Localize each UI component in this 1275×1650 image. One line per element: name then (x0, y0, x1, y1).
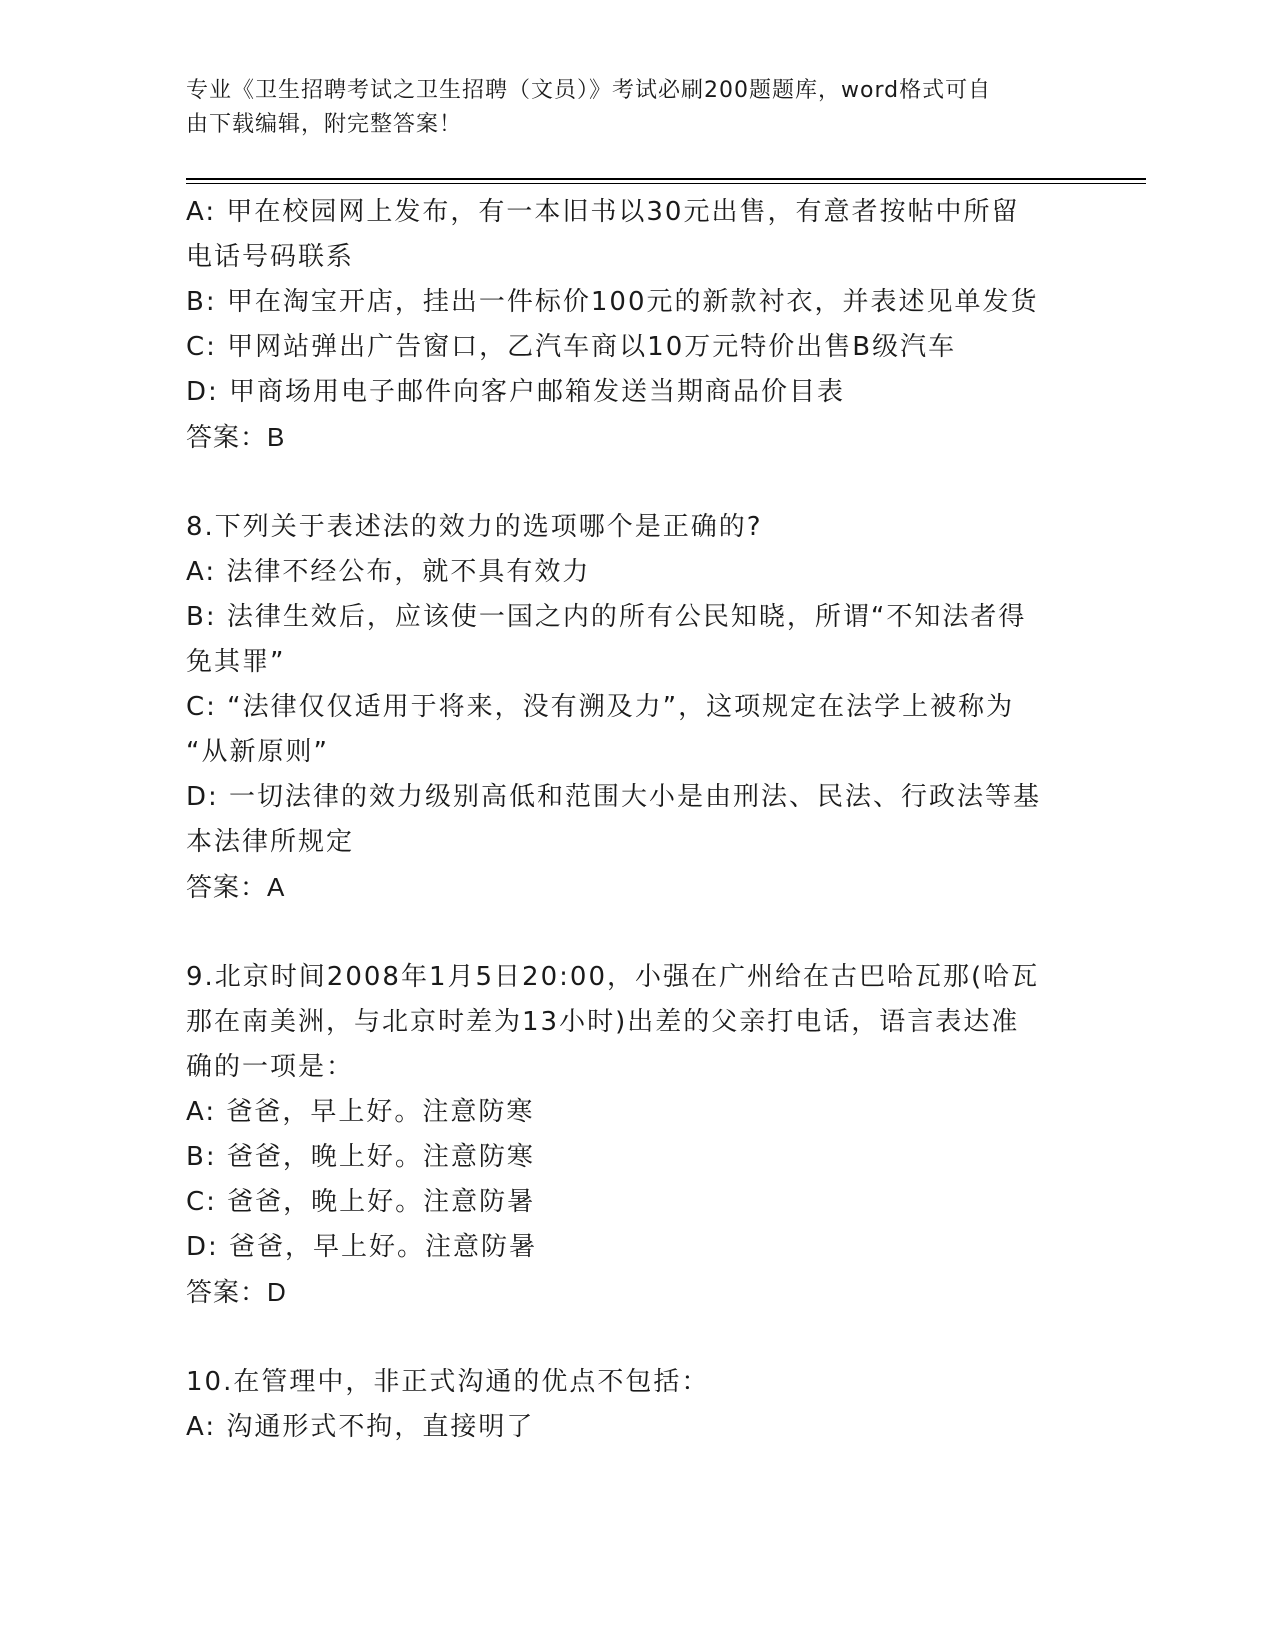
option-d-line-1: D: 一切法律的效力级别高低和范围大小是由刑法、民法、行政法等基 (186, 782, 1042, 812)
option-c: C: 爸爸，晚上好。注意防暑 (186, 1187, 536, 1217)
question-list (186, 190, 1076, 1450)
spacer (186, 910, 1076, 955)
spacer (186, 1315, 1076, 1360)
option-a: A: 爸爸，早上好。注意防寒 (186, 1097, 535, 1127)
question-text-line-2: 那在南美洲，与北京时差为13小时)出差的父亲打电话，语言表达准 (186, 1007, 1020, 1037)
option-c-line-1: C: “法律仅仅适用于将来，没有溯及力”，这项规定在法学上被称为 (186, 692, 1015, 722)
question-text-line-1: 9.北京时间2008年1月5日20:00，小强在广州给在古巴哈瓦那(哈瓦 (186, 962, 1040, 992)
question-text: 8.下列关于表述法的效力的选项哪个是正确的? (186, 512, 763, 542)
option-c-line-2: “从新原则” (186, 737, 329, 767)
option-b-line-2: 免其罪” (186, 647, 286, 677)
option-a-line-1: A: 甲在校园网上发布，有一本旧书以30元出售，有意者按帖中所留 (186, 197, 1020, 227)
option-b-line-1: B: 法律生效后，应该使一国之内的所有公民知晓，所谓“不知法者得 (186, 602, 1027, 632)
header-rule-thick (186, 178, 1146, 180)
header-rule-thin (186, 183, 1146, 184)
answer-line: 答案：D (186, 1277, 287, 1307)
question-9 (186, 955, 1076, 1315)
option-d: D: 甲商场用电子邮件向客户邮箱发送当期商品价目表 (186, 377, 846, 407)
option-c: C: 甲网站弹出广告窗口，乙汽车商以10万元特价出售B级汽车 (186, 332, 957, 362)
spacer (186, 460, 1076, 505)
answer-line: 答案：B (186, 422, 286, 452)
title-line-1: 专业《卫生招聘考试之卫生招聘（文员）》考试必刷200题题库，word格式可自 (186, 78, 992, 103)
option-b: B: 甲在淘宝开店，挂出一件标价100元的新款衬衣，并表述见单发货 (186, 287, 1039, 317)
option-a: A: 沟通形式不拘，直接明了 (186, 1412, 535, 1442)
option-d: D: 爸爸，早上好。注意防暑 (186, 1232, 538, 1262)
option-a-line-2: 电话号码联系 (186, 242, 355, 272)
answer-line: 答案：A (186, 872, 286, 902)
question-text: 10.在管理中，非正式沟通的优点不包括： (186, 1367, 710, 1397)
option-a: A: 法律不经公布，就不具有效力 (186, 557, 591, 587)
question-8 (186, 505, 1076, 910)
question-7 (186, 190, 1076, 460)
title-line-2: 由下载编辑，附完整答案！ (186, 112, 463, 137)
question-text-line-3: 确的一项是： (186, 1052, 355, 1082)
option-b: B: 爸爸，晚上好。注意防寒 (186, 1142, 535, 1172)
option-d-line-2: 本法律所规定 (186, 827, 355, 857)
question-10 (186, 1360, 1076, 1450)
document-title (186, 74, 1066, 142)
